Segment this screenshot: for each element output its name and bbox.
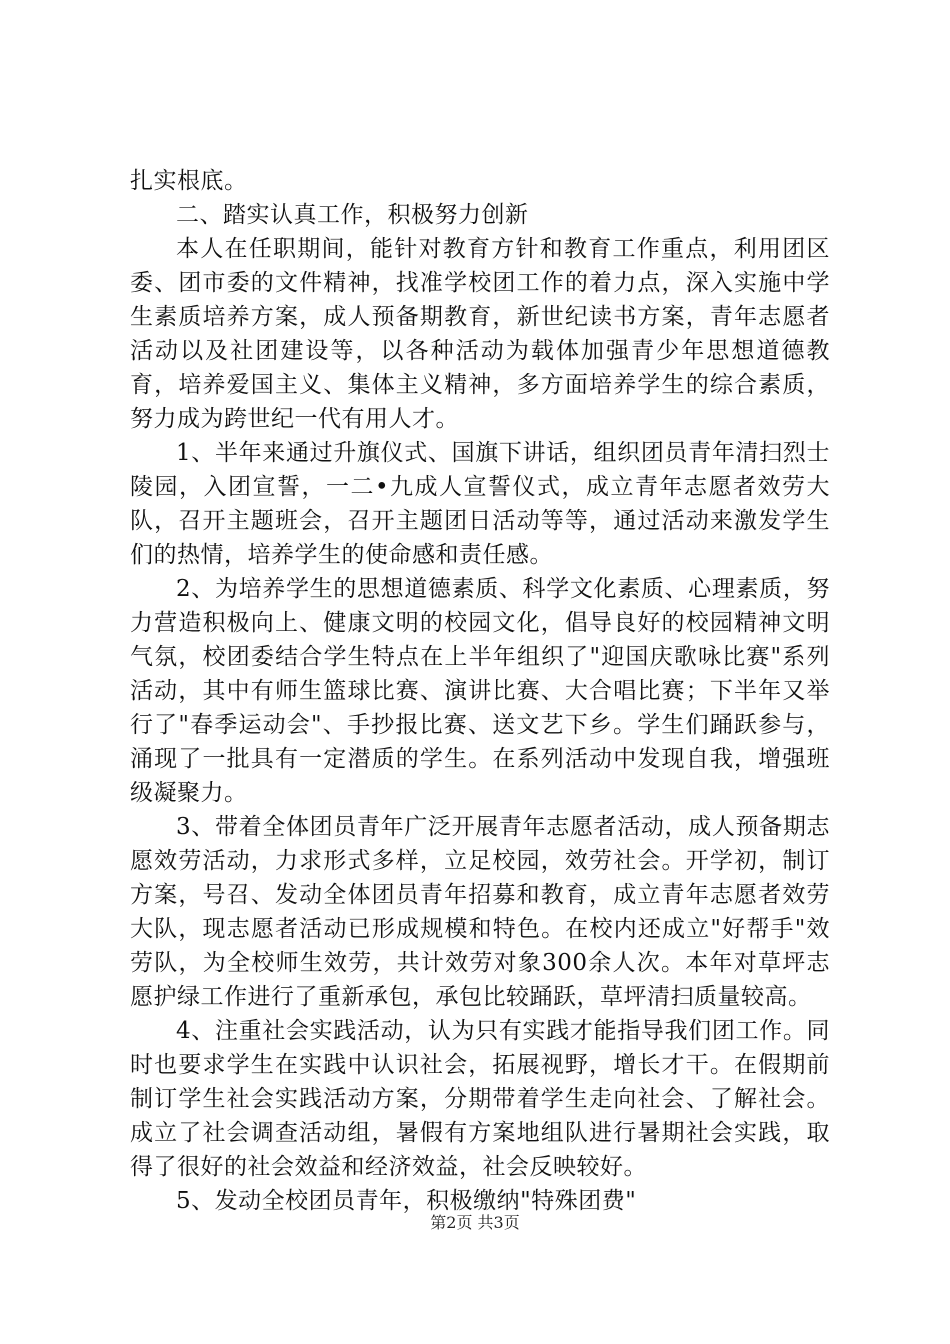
paragraph-item-4: 4、注重社会实践活动，认为只有实践才能指导我们团工作。同时也要求学生在实践中认识社会，拓展视野，增长才干。在假期前制订学生社会实践活动方案，分期带着学生走向社会、了解社会。成立了社会调查活动组，暑假有方案地组队进行暑期社会实践，取得了很好的社会效益和经济效益，社会反映较好。 [130, 1018, 830, 1180]
paragraph-intro: 本人在任职期间，能针对教育方针和教育工作重点，利用团区委、团市委的文件精神，找准学校团工作的着力点，深入实施中学生素质培养方案，成人预备期教育，新世纪读书方案，青年志愿者活动以及社团建设等，以各种活动为载体加强青少年思想道德教育，培养爱国主义、集体主义精神，多方面培养学生的综合素质，努力成为跨世纪一代有用人才。 [130, 236, 830, 432]
section-heading: 二、踏实认真工作，积极努力创新 [176, 202, 529, 228]
paragraph-item-2: 2、为培养学生的思想道德素质、科学文化素质、心理素质，努力营造积极向上、健康文明的校园文化，倡导良好的校园精神文明气氛，校团委结合学生特点在上半年组织了"迎国庆歌咏比赛"系列活动，其中有师生篮球比赛、演讲比赛、大合唱比赛；下半年又举行了"春季运动会"、手抄报比赛、送文艺下乡。学生们踊跃参与，涌现了一批具有一定潜质的学生。在系列活动中发现自我，增强班级凝聚力。 [130, 576, 830, 806]
page-number: 第2页 共3页 [430, 1213, 520, 1232]
paragraph-item-1: 1、半年来通过升旗仪式、国旗下讲话，组织团员青年清扫烈士陵园，入团宣誓，一二•九成人宣誓仪式，成立青年志愿者效劳大队，召开主题班会，召开主题团日活动等等，通过活动来激发学生们的热情，培养学生的使命感和责任感。 [130, 440, 830, 568]
paragraph-continuation: 扎实根底。 [130, 168, 248, 194]
paragraph-item-5: 5、发动全校团员青年，积极缴纳"特殊团费" [176, 1188, 637, 1214]
paragraph-item-3: 3、带着全体团员青年广泛开展青年志愿者活动，成人预备期志愿效劳活动，力求形式多样，立足校园，效劳社会。开学初，制订方案，号召、发动全体团员青年招募和教育，成立青年志愿者效劳大队，现志愿者活动已形成规模和特色。在校内还成立"好帮手"效劳队，为全校师生效劳，共计效劳对象300余人次。本年对草坪志愿护绿工作进行了重新承包，承包比较踊跃，草坪清扫质量较高。 [130, 814, 830, 1010]
document-body [130, 164, 830, 1218]
page-footer [0, 1213, 950, 1233]
